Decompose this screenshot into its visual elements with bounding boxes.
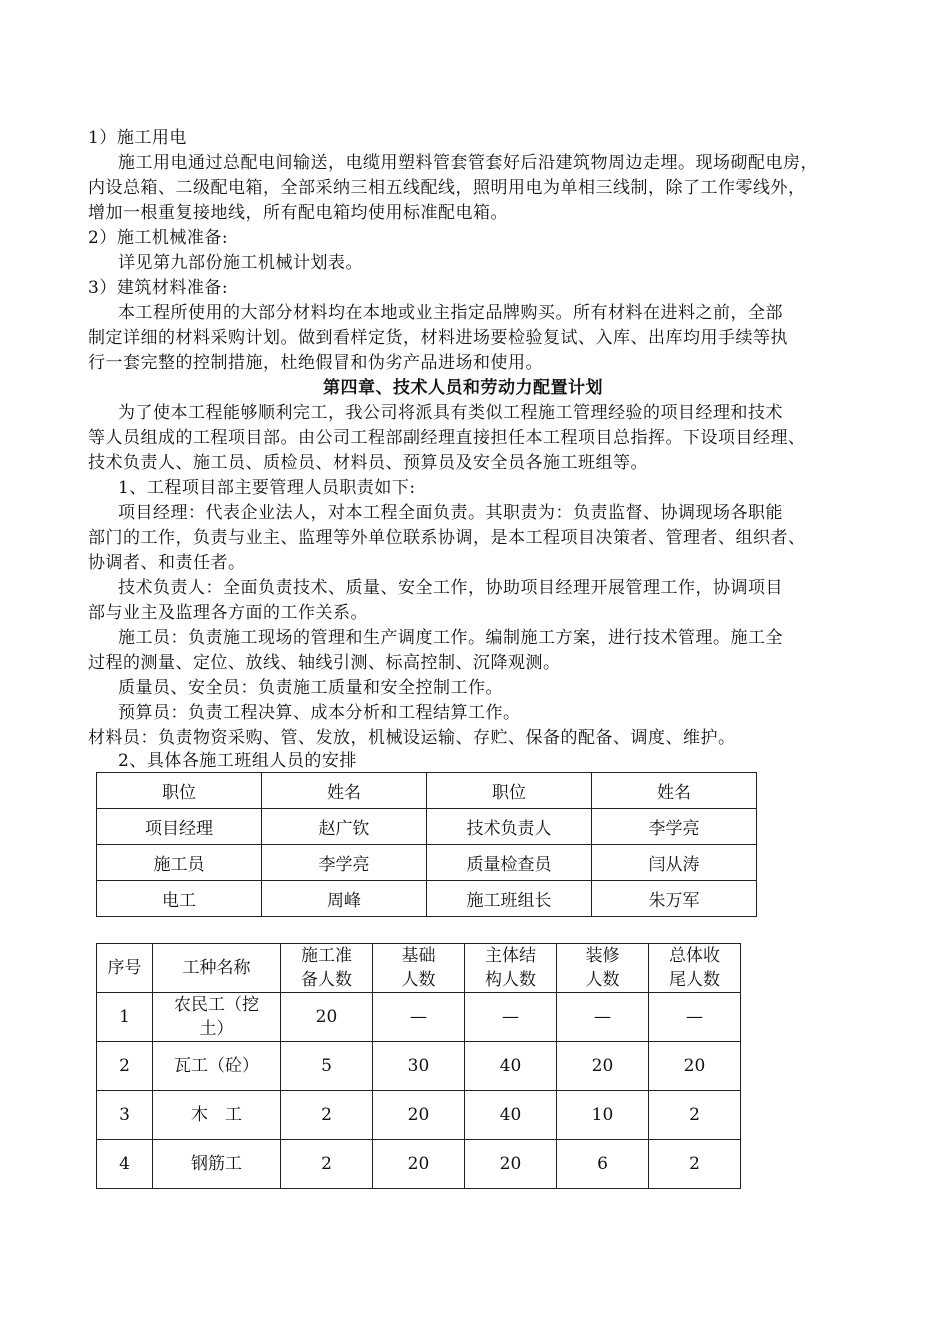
paragraph-line: 预算员：负责工程决算、成本分析和工程结算工作。	[118, 703, 521, 723]
table-cell: 李学亮	[262, 845, 427, 881]
paragraph-line: 等人员组成的工程项目部。由公司工程部副经理直接担任本工程项目总指挥。下设项目经理、	[88, 428, 806, 448]
cell-line: 钢筋工	[191, 1154, 242, 1174]
table-cell	[97, 1042, 153, 1091]
cell-line: 20	[407, 1154, 430, 1174]
cell-line: 2	[321, 1105, 332, 1125]
paragraph-line: 部门的工作，负责与业主、监理等外单位联系协调，是本工程项目决策者、管理者、组织者、	[88, 528, 806, 548]
cell-line: 20	[407, 1105, 430, 1125]
paragraph-line: 质量员、安全员：负责施工质量和安全控制工作。	[118, 678, 503, 698]
cell-line: 工种名称	[182, 958, 251, 978]
table-cell	[649, 993, 741, 1042]
paragraph-line: 材料员：负责物资采购、管、发放，机械设运输、存贮、保备的配备、调度、维护。	[88, 728, 736, 748]
cell-line: 人数	[585, 970, 620, 990]
table-header-cell	[465, 944, 557, 993]
section-label-materials: 3）建筑材料准备:	[88, 278, 229, 298]
table-header-cell	[373, 944, 465, 993]
cell-line: 20	[499, 1154, 522, 1174]
cell-line: 20	[315, 1007, 338, 1027]
table-cell	[97, 1091, 153, 1140]
cell-line: 6	[597, 1154, 608, 1174]
table-row	[97, 993, 741, 1042]
table-row	[97, 881, 757, 917]
paragraph-line: 本工程所使用的大部分材料均在本地或业主指定品牌购买。所有材料在进料之前，全部	[118, 303, 783, 323]
table-cell	[465, 1140, 557, 1189]
cell-line: 20	[591, 1056, 614, 1076]
cell-line: 基础	[401, 946, 436, 966]
subsection-label: 1、工程项目部主要管理人员职责如下:	[118, 478, 416, 498]
cell-line: 主体结	[485, 946, 536, 966]
table-cell: 周峰	[262, 881, 427, 917]
cell-line: 备人数	[301, 970, 352, 990]
table-header-cell	[649, 944, 741, 993]
cell-line: 30	[407, 1056, 430, 1076]
cell-line: 施工准	[301, 946, 352, 966]
table-cell: 技术负责人	[427, 809, 592, 845]
cell-line: 40	[499, 1105, 522, 1125]
table-cell: 质量检查员	[427, 845, 592, 881]
table-cell	[373, 1091, 465, 1140]
table-header-row	[97, 944, 741, 993]
table-cell	[465, 1042, 557, 1091]
table-cell	[465, 1091, 557, 1140]
table-row	[97, 845, 757, 881]
cell-line: 2	[119, 1056, 130, 1076]
section-label-machinery: 2）施工机械准备:	[88, 228, 229, 248]
cell-line: 40	[499, 1056, 522, 1076]
table-cell: 闫从涛	[592, 845, 757, 881]
table-cell	[557, 993, 649, 1042]
table-cell: 施工班组长	[427, 881, 592, 917]
table-cell	[649, 1042, 741, 1091]
cell-line: 2	[689, 1154, 700, 1174]
cell-line: 木 工	[191, 1105, 242, 1125]
paragraph-line: 增加一根重复接地线，所有配电箱均使用标准配电箱。	[88, 203, 508, 223]
table-cell	[373, 1140, 465, 1189]
table-header-cell: 姓名	[262, 773, 427, 809]
cell-line: 5	[321, 1056, 332, 1076]
paragraph-line: 项目经理：代表企业法人，对本工程全面负责。其职责为：负责监督、协调现场各职能	[118, 503, 783, 523]
paragraph-line: 为了使本工程能够顺利完工，我公司将派具有类似工程施工管理经验的项目经理和技术	[118, 403, 783, 423]
table-cell	[97, 1140, 153, 1189]
cell-line: 1	[119, 1007, 130, 1027]
cell-line: 2	[321, 1154, 332, 1174]
table-cell	[649, 1091, 741, 1140]
table-cell	[373, 1042, 465, 1091]
paragraph-line: 施工用电通过总配电间输送，电缆用塑料管套管套好后沿建筑物周边走埋。现场砌配电房，	[118, 153, 818, 173]
cell-line: 4	[119, 1154, 130, 1174]
paragraph-line: 详见第九部份施工机械计划表。	[118, 253, 363, 273]
table-cell	[281, 1042, 373, 1091]
cell-line: —	[686, 1007, 703, 1027]
table-row	[97, 1140, 741, 1189]
table-cell: 朱万军	[592, 881, 757, 917]
paragraph-line: 协调者、和责任者。	[88, 553, 246, 573]
cell-line: 尾人数	[669, 970, 720, 990]
cell-line: —	[502, 1007, 519, 1027]
table-cell	[557, 1091, 649, 1140]
table-cell	[465, 993, 557, 1042]
cell-line: 20	[683, 1056, 706, 1076]
paragraph-line: 过程的测量、定位、放线、轴线引测、标高控制、沉降观测。	[88, 653, 561, 673]
table-cell	[153, 1091, 281, 1140]
table-cell	[281, 1140, 373, 1189]
table-cell	[153, 993, 281, 1042]
cell-line: 装修	[585, 946, 620, 966]
table-header-cell: 姓名	[592, 773, 757, 809]
chapter-heading: 第四章、技术人员和劳动力配置计划	[323, 378, 603, 398]
cell-line: 3	[119, 1105, 130, 1125]
table-cell	[649, 1140, 741, 1189]
paragraph-line: 技术负责人、施工员、质检员、材料员、预算员及安全员各施工班组等。	[88, 453, 648, 473]
cell-line: —	[410, 1007, 427, 1027]
paragraph-line: 制定详细的材料采购计划。做到看样定货，材料进场要检验复试、入库、出库均用手续等执	[88, 328, 788, 348]
table-cell	[153, 1140, 281, 1189]
table-cell	[281, 1091, 373, 1140]
cell-line: 构人数	[485, 970, 536, 990]
table-row	[97, 809, 757, 845]
table-cell	[557, 1042, 649, 1091]
table-cell: 电工	[97, 881, 262, 917]
table-cell: 项目经理	[97, 809, 262, 845]
labor-table	[96, 943, 741, 1189]
paragraph-line: 技术负责人：全面负责技术、质量、安全工作，协助项目经理开展管理工作，协调项目	[118, 578, 783, 598]
table-header-cell	[153, 944, 281, 993]
table-header-cell	[97, 944, 153, 993]
cell-line: 10	[591, 1105, 614, 1125]
cell-line: 农民工（挖	[174, 995, 259, 1015]
table-header-cell: 职位	[97, 773, 262, 809]
table-cell	[373, 993, 465, 1042]
paragraph-line: 行一套完整的控制措施，杜绝假冒和伪劣产品进场和使用。	[88, 353, 543, 373]
table-cell	[557, 1140, 649, 1189]
table-row	[97, 1091, 741, 1140]
table-header-cell: 职位	[427, 773, 592, 809]
cell-line: —	[594, 1007, 611, 1027]
cell-line: 瓦工（砼）	[174, 1056, 259, 1076]
table-cell: 赵广钦	[262, 809, 427, 845]
cell-line: 土）	[199, 1019, 234, 1039]
cell-line: 序号	[107, 958, 142, 978]
paragraph-line: 施工员：负责施工现场的管理和生产调度工作。编制施工方案，进行技术管理。施工全	[118, 628, 783, 648]
cell-line: 2	[689, 1105, 700, 1125]
cell-line: 总体收	[669, 946, 720, 966]
staff-table	[96, 772, 757, 917]
section-label-power: 1）施工用电	[88, 128, 187, 148]
paragraph-line: 内设总箱、二级配电箱，全部采纳三相五线配线，照明用电为单相三线制，除了工作零线外，	[88, 178, 806, 198]
table-cell: 李学亮	[592, 809, 757, 845]
table-header-row	[97, 773, 757, 809]
subsection-label: 2、具体各施工班组人员的安排	[118, 751, 357, 771]
table-cell: 施工员	[97, 845, 262, 881]
table-header-cell	[281, 944, 373, 993]
paragraph-line: 部与业主及监理各方面的工作关系。	[88, 603, 368, 623]
table-row	[97, 1042, 741, 1091]
cell-line: 人数	[401, 970, 436, 990]
table-cell	[153, 1042, 281, 1091]
table-cell	[281, 993, 373, 1042]
table-header-cell	[557, 944, 649, 993]
table-cell	[97, 993, 153, 1042]
